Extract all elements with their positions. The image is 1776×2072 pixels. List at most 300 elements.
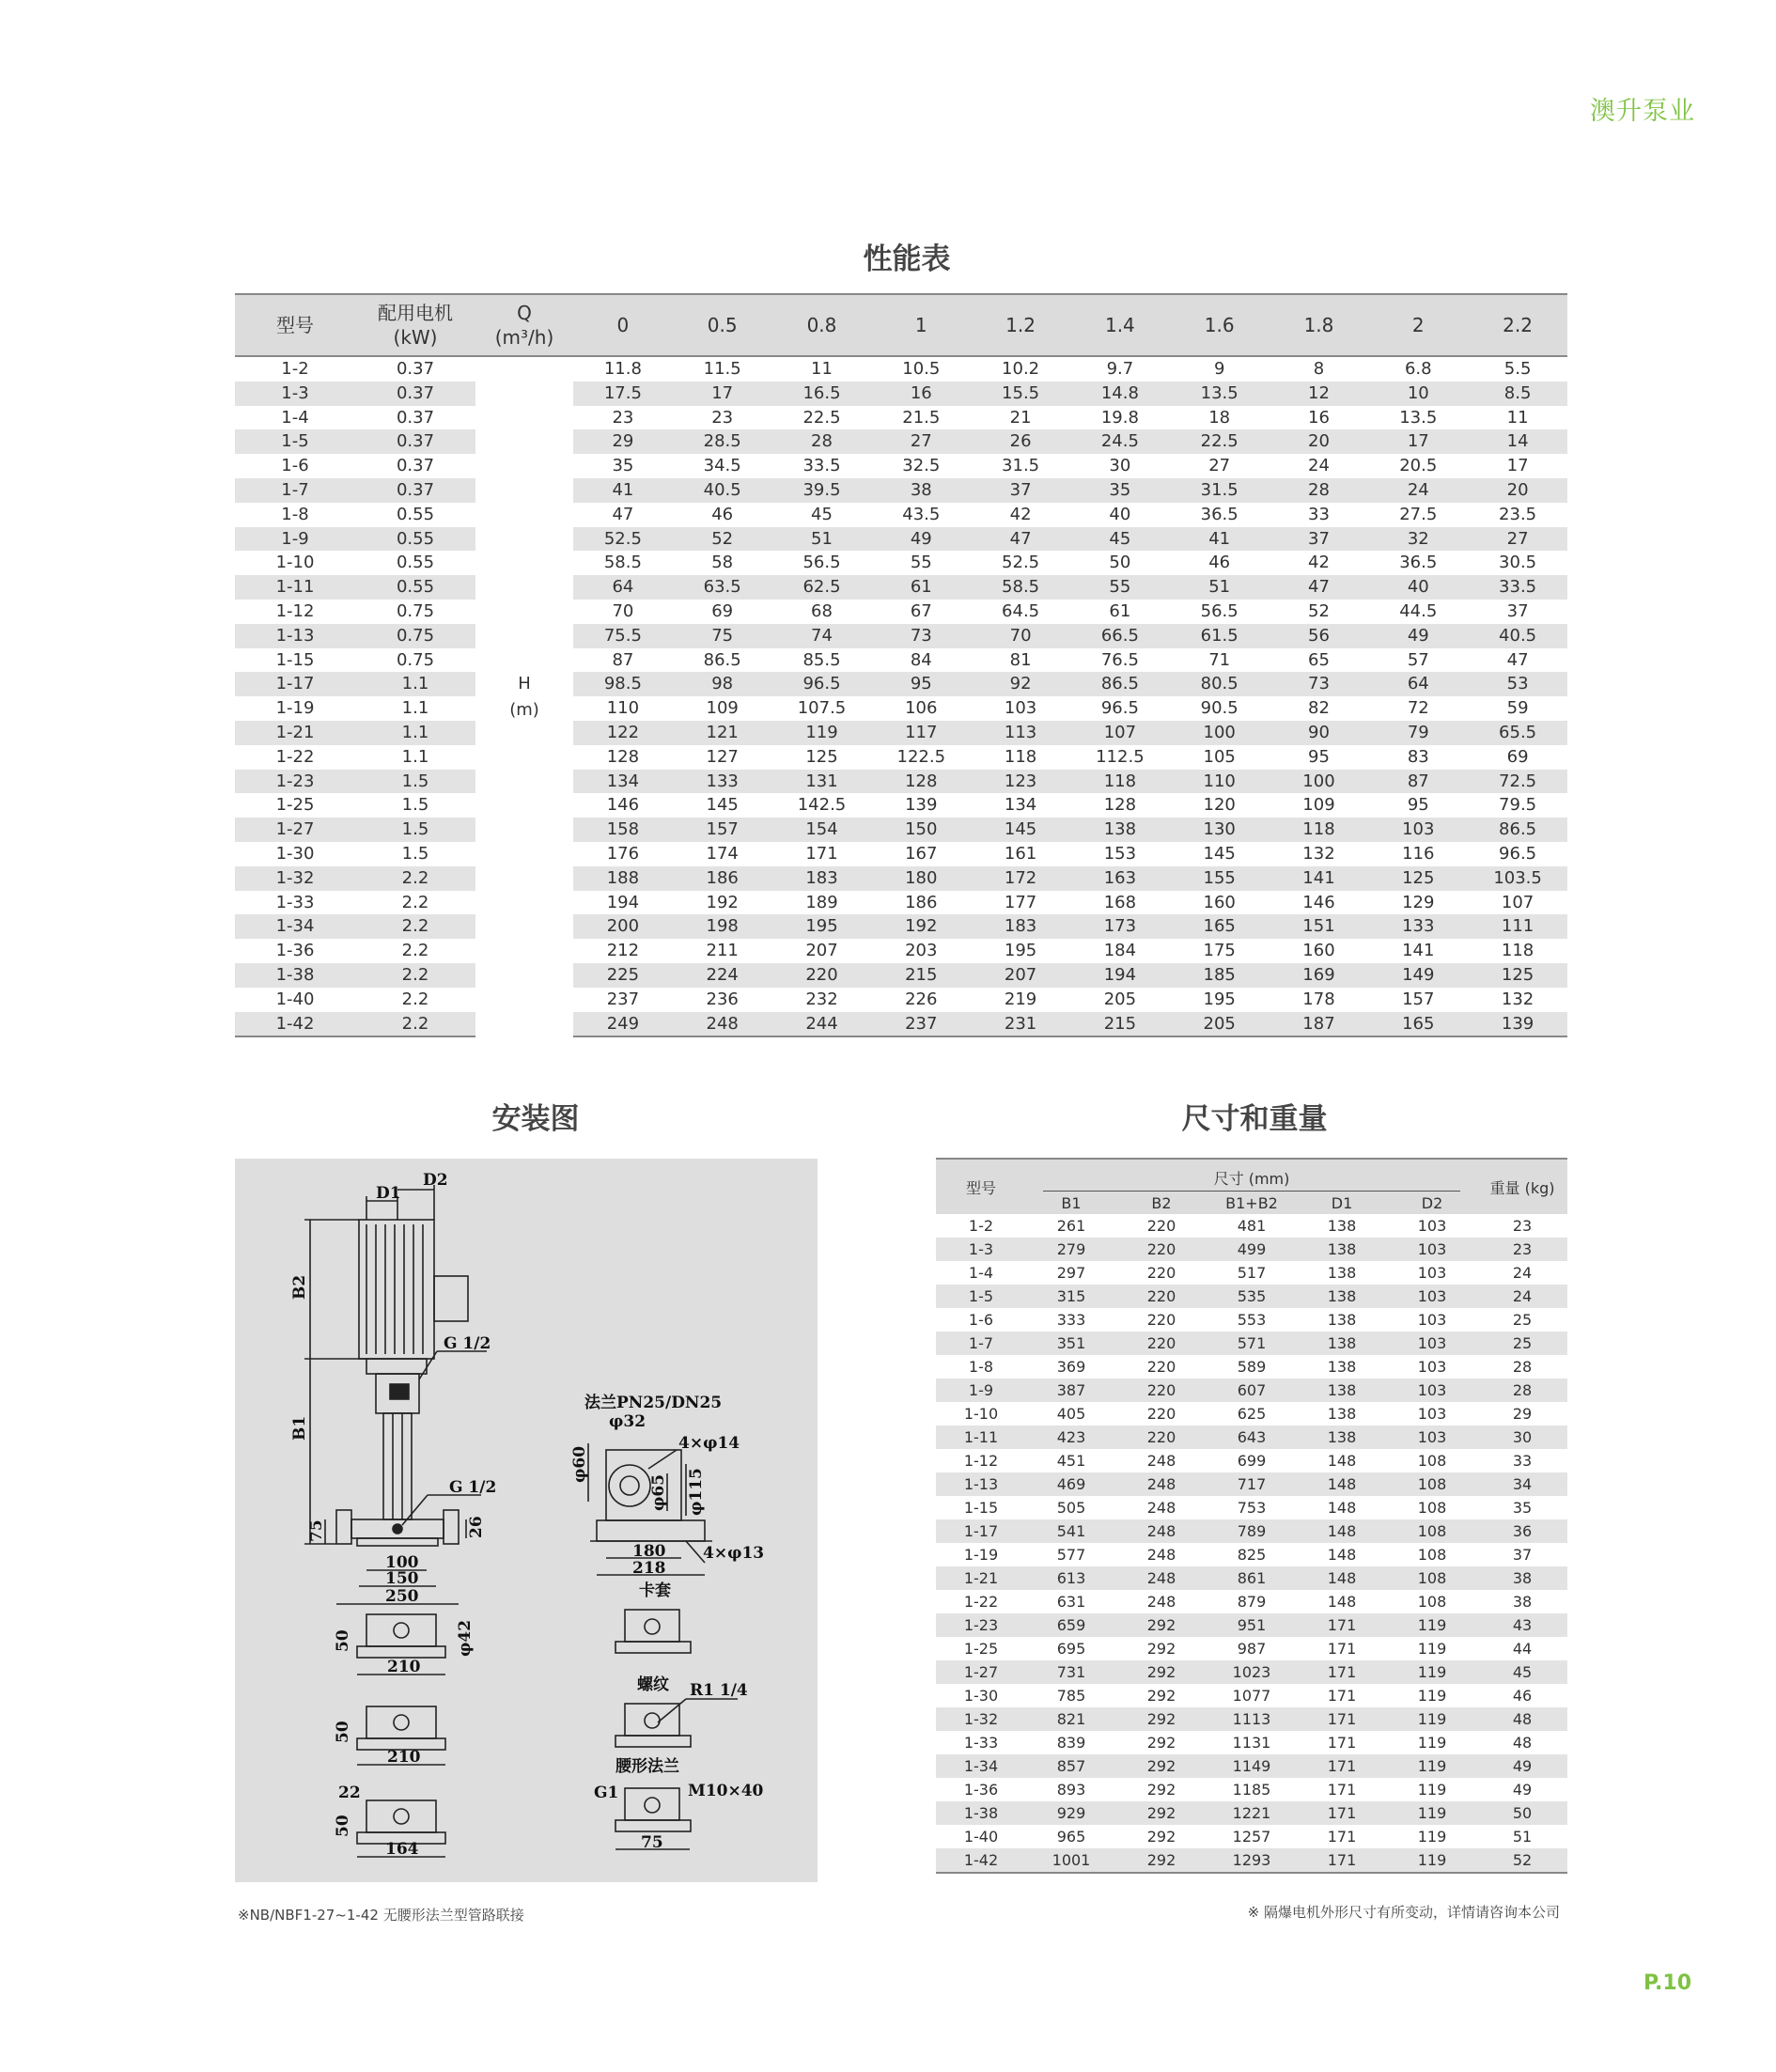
cell-head: 24 [1368, 478, 1468, 503]
label-4phi14: 4×φ14 [678, 1434, 740, 1453]
cell-dimension: 138 [1297, 1379, 1387, 1402]
cell-motor-kw: 0.55 [396, 553, 435, 573]
cell-head: 107 [1501, 892, 1535, 912]
cell-model: 1-15 [275, 649, 315, 670]
cell-head: 153 [1103, 843, 1137, 864]
cell-head: 46 [711, 504, 734, 524]
cell-head: 30 [1109, 456, 1131, 476]
cell-dimension: 451 [1056, 1452, 1086, 1470]
cell-head: 219 [1004, 989, 1037, 1009]
col-flow: 2.2 [1468, 294, 1567, 356]
cell-head: 249 [573, 1012, 673, 1037]
table-row [235, 382, 1567, 406]
cell-head: 72 [1407, 698, 1429, 719]
cell-dimension: 148 [1297, 1519, 1387, 1543]
label-75b: 75 [641, 1833, 663, 1852]
label-d2: D2 [423, 1171, 448, 1190]
label-phi32: φ32 [609, 1412, 647, 1431]
cell-dimension: 248 [1146, 1499, 1176, 1517]
cell-dimension: 613 [1026, 1566, 1116, 1590]
cell-head: 188 [573, 866, 673, 891]
cell-dimension: 987 [1237, 1640, 1267, 1658]
label-phi60: φ60 [570, 1445, 589, 1483]
table-row [235, 551, 1567, 575]
cell-head: 10.5 [902, 359, 941, 379]
cell-dimension: 103 [1387, 1379, 1477, 1402]
cell-head: 95 [871, 672, 971, 696]
cell-motor-kw: 1.5 [355, 818, 475, 842]
cell-dimension: 1293 [1207, 1848, 1297, 1873]
cell-weight: 51 [1512, 1828, 1533, 1846]
table-row [235, 891, 1567, 915]
cell-model: 1-9 [936, 1379, 1026, 1402]
cell-head: 90.5 [1200, 698, 1239, 719]
cell-head: 64 [573, 575, 673, 600]
cell-head: 52 [1308, 600, 1330, 621]
cell-head: 51 [772, 527, 872, 552]
cell-motor-kw: 2.2 [355, 914, 475, 939]
table-row [936, 1848, 1567, 1873]
cell-dimension: 119 [1387, 1801, 1477, 1825]
cell-head: 47 [612, 504, 634, 524]
cell-head: 8.5 [1468, 382, 1567, 406]
cell-head: 11.5 [703, 359, 741, 379]
cell-model: 1-3 [936, 1238, 1026, 1261]
cell-dimension: 333 [1056, 1311, 1086, 1329]
cell-dimension: 138 [1297, 1425, 1387, 1449]
cell-head: 84 [910, 649, 932, 670]
cell-head: 192 [871, 914, 971, 939]
cell-dimension: 1257 [1232, 1828, 1271, 1846]
cell-dimension: 103 [1417, 1311, 1447, 1329]
label-164: 164 [385, 1840, 419, 1859]
cell-dimension: 423 [1026, 1425, 1116, 1449]
cell-head: 83 [1407, 746, 1429, 767]
cell-dimension: 108 [1417, 1593, 1447, 1611]
cell-dimension: 1113 [1207, 1707, 1297, 1731]
cell-dimension: 951 [1207, 1613, 1297, 1637]
cell-dimension: 220 [1116, 1332, 1207, 1355]
cell-model: 1-21 [235, 721, 355, 745]
cell-head: 231 [971, 1012, 1070, 1037]
col-flow: 0 [573, 294, 673, 356]
label-210a: 210 [387, 1658, 421, 1676]
table-row [235, 793, 1567, 818]
label-75: 75 [307, 1519, 326, 1542]
cell-head: 81 [1009, 649, 1032, 670]
col-flow: 1.4 [1070, 294, 1170, 356]
cell-motor-kw: 0.37 [396, 359, 435, 379]
cell-head: 90 [1270, 721, 1369, 745]
table-row [235, 939, 1567, 963]
installation-title: 安装图 [491, 1102, 580, 1136]
cell-head: 67 [910, 600, 932, 621]
cell-head: 40.5 [1468, 624, 1567, 648]
cell-motor-kw: 1.1 [355, 721, 475, 745]
cell-head: 23 [711, 407, 734, 428]
cell-head: 52.5 [573, 527, 673, 552]
dims-col-size-label: 尺寸 (mm) [1043, 1167, 1460, 1192]
cell-motor-kw: 1.5 [355, 770, 475, 794]
cell-head: 9 [1213, 359, 1225, 379]
cell-dimension: 571 [1207, 1332, 1297, 1355]
col-q [475, 294, 573, 356]
cell-dimension: 248 [1146, 1593, 1176, 1611]
table-row [936, 1778, 1567, 1801]
cell-head: 14 [1468, 429, 1567, 454]
cell-head: 106 [905, 698, 938, 719]
cell-dimension: 108 [1387, 1566, 1477, 1590]
cell-model: 1-38 [936, 1801, 1026, 1825]
table-row [936, 1684, 1567, 1707]
cell-motor-kw: 0.37 [355, 429, 475, 454]
cell-model: 1-32 [235, 866, 355, 891]
cell-dimension: 148 [1297, 1472, 1387, 1496]
cell-motor-kw: 1.1 [355, 672, 475, 696]
cell-weight: 48 [1477, 1707, 1567, 1731]
cell-dimension: 220 [1116, 1379, 1207, 1402]
cell-weight: 38 [1512, 1593, 1533, 1611]
cell-head: 168 [1103, 892, 1137, 912]
label-m10x40: M10×40 [688, 1782, 764, 1800]
cell-head: 47 [1506, 649, 1529, 670]
cell-head: 9.7 [1106, 359, 1134, 379]
cell-head: 118 [1501, 941, 1535, 961]
cell-head: 133 [1368, 914, 1468, 939]
cell-head: 138 [1070, 818, 1170, 842]
cell-head: 155 [1170, 866, 1270, 891]
cell-dimension: 643 [1207, 1425, 1297, 1449]
dimensions-note: ※ 隔爆电机外形尺寸有所变动，详情请咨询本公司 [1247, 1904, 1560, 1921]
cell-head: 122.5 [896, 746, 946, 767]
table-row [235, 624, 1567, 648]
cell-head: 13.5 [1170, 382, 1270, 406]
table-row [936, 1472, 1567, 1496]
cell-head: 33 [1308, 504, 1330, 524]
cell-model: 1-17 [235, 672, 355, 696]
cell-model: 1-9 [235, 527, 355, 552]
cell-dimension: 517 [1237, 1264, 1267, 1282]
cell-dimension: 220 [1146, 1405, 1176, 1423]
cell-head: 29 [573, 429, 673, 454]
cell-dimension: 119 [1417, 1828, 1447, 1846]
cell-head: 68 [811, 600, 833, 621]
cell-head: 86.5 [1468, 818, 1567, 842]
cell-weight: 44 [1512, 1640, 1533, 1658]
cell-head: 44.5 [1399, 600, 1438, 621]
table-row [235, 527, 1567, 552]
label-phi65: φ65 [649, 1473, 668, 1511]
cell-model: 1-40 [275, 989, 315, 1009]
cell-dimension: 387 [1026, 1379, 1116, 1402]
cell-dimension: 659 [1026, 1613, 1116, 1637]
cell-head: 103 [1368, 818, 1468, 842]
cell-dimension: 248 [1116, 1472, 1207, 1496]
cell-head: 24 [1308, 456, 1330, 476]
cell-head: 75 [673, 624, 772, 648]
cell-head: 146 [606, 795, 640, 816]
cell-head: 26 [971, 429, 1070, 454]
cell-head: 53 [1468, 672, 1567, 696]
cell-head: 14.8 [1070, 382, 1170, 406]
cell-head: 225 [573, 963, 673, 988]
cell-head: 130 [1170, 818, 1270, 842]
cell-dimension: 171 [1327, 1734, 1357, 1752]
cell-dimension: 138 [1327, 1405, 1357, 1423]
table-row [235, 770, 1567, 794]
cell-dimension: 220 [1146, 1311, 1176, 1329]
cell-dimension: 315 [1026, 1285, 1116, 1308]
head-unit-cell [475, 356, 573, 1036]
label-phi115: φ115 [687, 1468, 706, 1516]
cell-head: 194 [606, 892, 640, 912]
col-flow: 1 [871, 294, 971, 356]
cell-head: 34.5 [703, 456, 741, 476]
table-row [235, 696, 1567, 721]
table-row [235, 914, 1567, 939]
cell-head: 98.5 [573, 672, 673, 696]
cell-head: 129 [1402, 892, 1435, 912]
cell-head: 180 [871, 866, 971, 891]
cell-head: 151 [1270, 914, 1369, 939]
cell-model: 1-22 [963, 1593, 999, 1611]
cell-head: 139 [1468, 1012, 1567, 1037]
dims-sub-d2: D2 [1387, 1192, 1477, 1214]
cell-motor-kw: 2.2 [355, 963, 475, 988]
cell-head: 31.5 [1170, 478, 1270, 503]
cell-head: 31.5 [1002, 456, 1040, 476]
cell-head: 16 [1308, 407, 1330, 428]
cell-head: 194 [1070, 963, 1170, 988]
label-phi42: φ42 [456, 1619, 475, 1657]
performance-title: 性能表 [863, 242, 951, 276]
cell-head: 145 [971, 818, 1070, 842]
cell-head: 23 [612, 407, 634, 428]
cell-head: 87 [612, 649, 634, 670]
cell-head: 167 [905, 843, 938, 864]
cell-head: 198 [673, 914, 772, 939]
table-row [936, 1214, 1567, 1238]
table-row [235, 721, 1567, 745]
cell-motor-kw: 1.1 [401, 746, 429, 767]
cell-weight: 45 [1477, 1660, 1567, 1684]
cell-head: 158 [573, 818, 673, 842]
cell-dimension: 138 [1297, 1285, 1387, 1308]
cell-head: 47 [1270, 575, 1369, 600]
cell-dimension: 753 [1237, 1499, 1267, 1517]
cell-dimension: 220 [1146, 1217, 1176, 1235]
cell-model: 1-42 [235, 1012, 355, 1037]
cell-dimension: 171 [1327, 1687, 1357, 1705]
cell-dimension: 589 [1237, 1358, 1267, 1376]
cell-head: 122 [573, 721, 673, 745]
table-row [235, 406, 1567, 430]
cell-dimension: 535 [1207, 1285, 1297, 1308]
performance-table [235, 293, 1567, 1037]
cell-head: 57 [1407, 649, 1429, 670]
cell-head: 109 [1302, 795, 1335, 816]
cell-dimension: 248 [1146, 1546, 1176, 1564]
label-210b: 210 [387, 1748, 421, 1767]
cell-head: 128 [871, 770, 971, 794]
cell-head: 160 [1302, 941, 1335, 961]
cell-head: 58.5 [971, 575, 1070, 600]
cell-dimension: 292 [1116, 1660, 1207, 1684]
cell-motor-kw: 0.37 [355, 478, 475, 503]
cell-motor-kw: 0.75 [355, 624, 475, 648]
cell-dimension: 103 [1387, 1332, 1477, 1355]
cell-head: 19.8 [1100, 407, 1139, 428]
cell-dimension: 108 [1417, 1499, 1447, 1517]
cell-head: 215 [871, 963, 971, 988]
cell-dimension: 1001 [1026, 1848, 1116, 1873]
col-motor-line2: (kW) [393, 326, 438, 349]
cell-head: 100 [1270, 770, 1369, 794]
cell-head: 46 [1208, 553, 1231, 573]
cell-head: 125 [805, 746, 838, 767]
cell-head: 17 [1368, 429, 1468, 454]
cell-head: 165 [1170, 914, 1270, 939]
cell-dimension: 148 [1327, 1499, 1357, 1517]
dimensions-subheader-row [936, 1192, 1567, 1214]
cell-dimension: 699 [1237, 1452, 1267, 1470]
table-row [235, 1012, 1567, 1037]
cell-dimension: 292 [1116, 1707, 1207, 1731]
table-row [936, 1825, 1567, 1848]
cell-dimension: 138 [1327, 1311, 1357, 1329]
col-motor-line1: 配用电机 [378, 302, 453, 324]
cell-head: 63.5 [673, 575, 772, 600]
cell-head: 175 [1203, 941, 1236, 961]
cell-model: 1-7 [235, 478, 355, 503]
cell-model: 1-17 [936, 1519, 1026, 1543]
cell-dimension: 861 [1207, 1566, 1297, 1590]
cell-head: 123 [971, 770, 1070, 794]
cell-head: 215 [1070, 1012, 1170, 1037]
cell-weight: 43 [1477, 1613, 1567, 1637]
cell-head: 133 [673, 770, 772, 794]
oval-flange-title: 腰形法兰 [615, 1757, 679, 1776]
table-row [936, 1637, 1567, 1660]
cell-weight: 24 [1512, 1264, 1533, 1282]
cell-head: 95 [1308, 746, 1330, 767]
dimensions-header-row [936, 1159, 1567, 1192]
cell-motor-kw: 0.37 [396, 407, 435, 428]
cell-head: 66.5 [1070, 624, 1170, 648]
cell-head: 58.5 [603, 553, 642, 573]
cell-head: 125 [1368, 866, 1468, 891]
cell-head: 232 [805, 989, 838, 1009]
cell-head: 195 [1203, 989, 1236, 1009]
dims-col-weight: 重量 (kg) [1477, 1159, 1567, 1214]
cell-head: 45 [1070, 527, 1170, 552]
dimensions-title: 尺寸和重量 [1181, 1102, 1328, 1136]
col-flow: 1.2 [971, 294, 1070, 356]
table-row [936, 1402, 1567, 1425]
col-flow: 0.8 [772, 294, 872, 356]
cell-model: 1-38 [235, 963, 355, 988]
cell-dimension: 405 [1056, 1405, 1086, 1423]
cell-head: 149 [1368, 963, 1468, 988]
cell-dimension: 171 [1297, 1848, 1387, 1873]
cell-head: 40 [1368, 575, 1468, 600]
cell-head: 62.5 [772, 575, 872, 600]
cell-dimension: 351 [1026, 1332, 1116, 1355]
label-g-half-low: G 1/2 [449, 1478, 497, 1497]
dims-sub-b2: B2 [1116, 1192, 1207, 1214]
cell-weight: 23 [1477, 1238, 1567, 1261]
cell-motor-kw: 1.5 [401, 795, 429, 816]
table-row [235, 818, 1567, 842]
table-row [235, 575, 1567, 600]
table-row [936, 1519, 1567, 1543]
label-g1: G1 [594, 1784, 619, 1802]
label-250: 250 [385, 1587, 419, 1606]
cell-dimension: 108 [1417, 1546, 1447, 1564]
cell-model: 1-42 [936, 1848, 1026, 1873]
cell-head: 220 [772, 963, 872, 988]
cell-head: 165 [1368, 1012, 1468, 1037]
cell-head: 40 [1109, 504, 1131, 524]
cell-head: 20.5 [1399, 456, 1438, 476]
cell-dimension: 119 [1387, 1848, 1477, 1873]
table-row [235, 503, 1567, 527]
cell-motor-kw: 0.75 [396, 600, 435, 621]
cell-head: 92 [971, 672, 1070, 696]
cell-head: 71 [1208, 649, 1231, 670]
cell-weight: 37 [1512, 1546, 1533, 1564]
cell-dimension: 292 [1146, 1781, 1176, 1799]
cell-dimension: 148 [1327, 1593, 1357, 1611]
cell-motor-kw: 2.2 [401, 892, 429, 912]
thread-title: 螺纹 [637, 1675, 669, 1694]
cell-head: 200 [573, 914, 673, 939]
table-row [936, 1355, 1567, 1379]
label-180: 180 [632, 1542, 666, 1561]
pump-elevation [304, 1185, 487, 1604]
cell-dimension: 695 [1056, 1640, 1086, 1658]
cell-model: 1-5 [235, 429, 355, 454]
cell-model: 1-21 [936, 1566, 1026, 1590]
cell-weight: 36 [1477, 1519, 1567, 1543]
base-plan-views [357, 1614, 445, 1857]
cell-head: 82 [1308, 698, 1330, 719]
cell-head: 132 [1302, 843, 1335, 864]
label-b2: B2 [290, 1274, 309, 1300]
cell-dimension: 292 [1116, 1754, 1207, 1778]
cell-head: 5.5 [1503, 359, 1532, 379]
cell-dimension: 1023 [1207, 1660, 1297, 1684]
cell-model: 1-30 [275, 843, 315, 864]
cell-dimension: 481 [1237, 1217, 1267, 1235]
cell-head: 111 [1468, 914, 1567, 939]
cell-head: 70 [612, 600, 634, 621]
cell-head: 28 [1270, 478, 1369, 503]
table-row [936, 1590, 1567, 1613]
cell-head: 28 [772, 429, 872, 454]
cell-head: 186 [673, 866, 772, 891]
cell-head: 56.5 [802, 553, 841, 573]
cell-head: 113 [971, 721, 1070, 745]
cell-dimension: 505 [1056, 1499, 1086, 1517]
cell-head: 73 [871, 624, 971, 648]
cell-dimension: 785 [1056, 1687, 1086, 1705]
cell-dimension: 119 [1417, 1734, 1447, 1752]
page-number: P.10 [1643, 1971, 1691, 1995]
cell-head: 118 [1270, 818, 1369, 842]
cell-head: 244 [772, 1012, 872, 1037]
cell-dimension: 279 [1026, 1238, 1116, 1261]
